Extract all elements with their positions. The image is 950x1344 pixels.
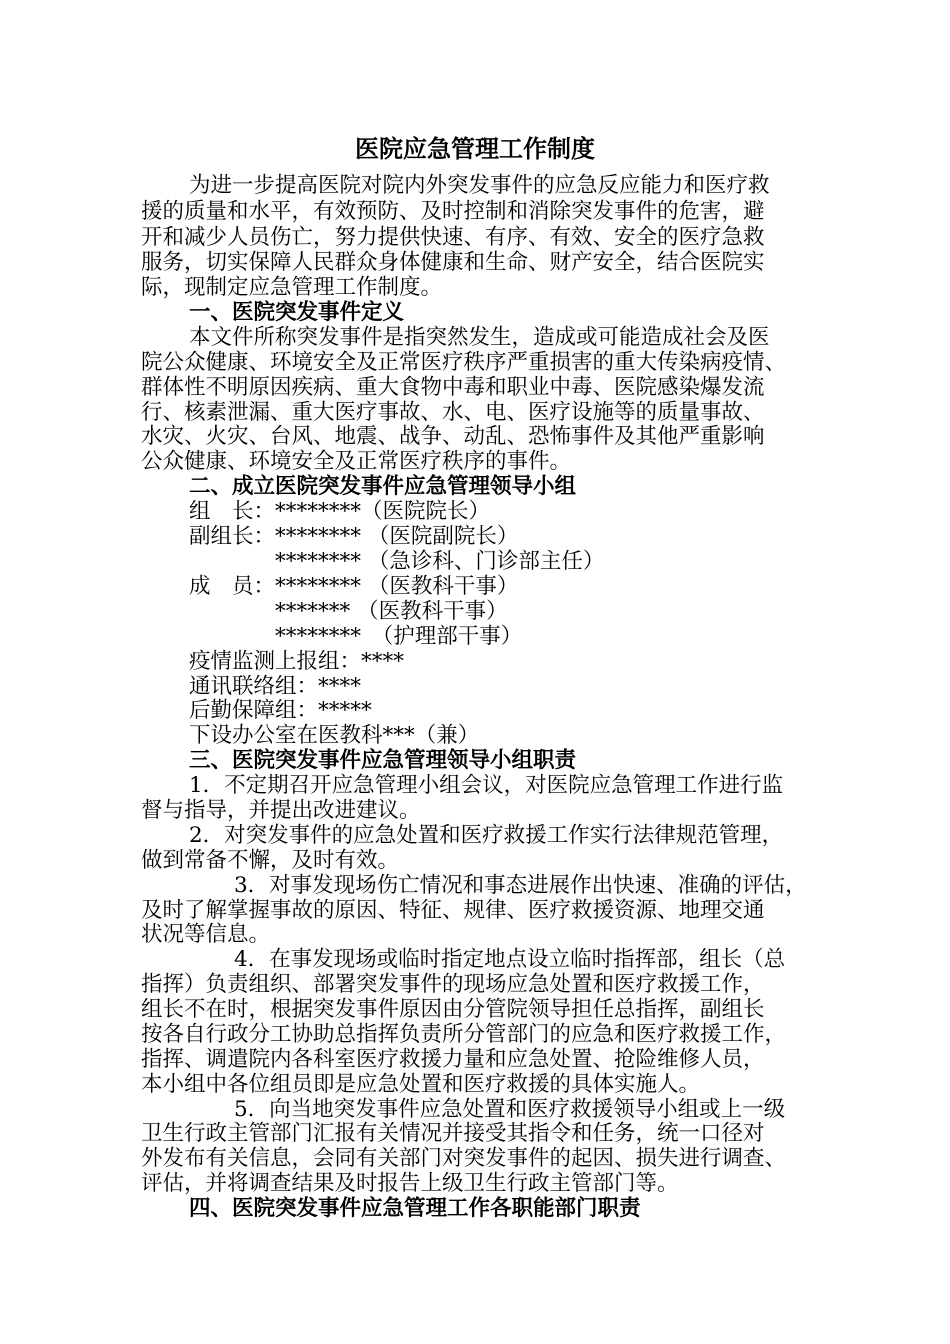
section1-line: 公众健康、环境安全及正常医疗秩序的事件。 [141, 449, 572, 474]
duty-line: 本小组中各位组员即是应急处置和医疗救援的具体实施人。 [141, 1072, 701, 1097]
duty-line: 1．不定期召开应急管理小组会议，对医院应急管理工作进行监 [189, 773, 784, 798]
duty-line: 4．在事发现场或临时指定地点设立临时指挥部，组长（总 [234, 947, 786, 972]
group-line: 后勤保障组：***** [189, 698, 372, 723]
office-line: 下设办公室在医教科***（兼） [189, 723, 480, 748]
section1-line: 院公众健康、环境安全及正常医疗秩序严重损害的重大传染病疫情、 [141, 350, 787, 375]
section1-line: 群体性不明原因疾病、重大食物中毒和职业中毒、医院感染爆发流 [141, 375, 765, 400]
duty-line: 3．对事发现场伤亡情况和事态进展作出快速、准确的评估， [234, 873, 807, 898]
duty-line: 督与指导，并提出改进建议。 [141, 798, 421, 823]
section-heading: 一、医院突发事件定义 [189, 300, 405, 325]
duty-line: 做到常备不懈，及时有效。 [141, 848, 400, 873]
section1-line: 水灾、火灾、台风、地震、战争、动乱、恐怖事件及其他严重影响 [141, 424, 765, 449]
duty-line: 5．向当地突发事件应急处置和医疗救援领导小组或上一级 [234, 1097, 786, 1122]
duty-line: 指挥、调遣院内各科室医疗救援力量和应急处置、抢险维修人员， [141, 1047, 765, 1072]
duty-line: 指挥）负责组织、部署突发事件的现场应急处置和医疗救援工作， [141, 972, 765, 997]
section-heading: 四、医院突发事件应急管理工作各职能部门职责 [189, 1196, 641, 1221]
group-line: 通讯联络组：**** [189, 674, 362, 699]
duty-line: 状况等信息。 [141, 922, 271, 947]
duty-line: 2．对突发事件的应急处置和医疗救援工作实行法律规范管理， [189, 823, 784, 848]
intro-line: 服务，切实保障人民群众身体健康和生命、财产安全，结合医院实 [141, 250, 765, 275]
duty-line: 组长不在时，根据突发事件原因由分管院领导担任总指挥，副组长 [141, 997, 765, 1022]
duty-line: 卫生行政主管部门汇报有关情况并接受其指令和任务，统一口径对 [141, 1121, 765, 1146]
duty-line: 外发布有关信息，会同有关部门对突发事件的起因、损失进行调查、 [141, 1146, 787, 1171]
deputy-leader-line: ******** （急诊科、门诊部主任） [189, 549, 605, 574]
document-title: 医院应急管理工作制度 [355, 134, 595, 163]
deputy-leader-line: 副组长：******** （医院副院长） [189, 524, 519, 549]
member-line: ******* （医教科干事） [189, 599, 508, 624]
duty-line: 评估，并将调查结果及时报告上级卫生行政主管部门等。 [141, 1171, 679, 1196]
intro-line: 际，现制定应急管理工作制度。 [141, 275, 443, 300]
group-line: 疫情监测上报组：**** [189, 649, 405, 674]
section1-line: 本文件所称突发事件是指突然发生，造成或可能造成社会及医 [189, 325, 770, 350]
leader-line: 组 长：********（医院院长） [189, 499, 491, 524]
duty-line: 按各自行政分工协助总指挥负责所分管部门的应急和医疗救援工作， [141, 1022, 787, 1047]
duty-line: 及时了解掌握事故的原因、特征、规律、医疗救援资源、地理交通 [141, 898, 765, 923]
intro-line: 援的质量和水平，有效预防、及时控制和消除突发事件的危害，避 [141, 199, 765, 224]
member-line: 成 员：******** （医教科干事） [189, 574, 519, 599]
section-heading: 三、医院突发事件应急管理领导小组职责 [189, 748, 577, 773]
intro-line: 开和减少人员伤亡，努力提供快速、有序、有效、安全的医疗急救 [141, 225, 765, 250]
section1-line: 行、核素泄漏、重大医疗事故、水、电、医疗设施等的质量事故、 [141, 400, 765, 425]
section-heading: 二、成立医院突发事件应急管理领导小组 [189, 474, 577, 499]
member-line: ******** （护理部干事） [189, 624, 523, 649]
intro-line: 为进一步提高医院对院内外突发事件的应急反应能力和医疗救 [189, 173, 770, 198]
